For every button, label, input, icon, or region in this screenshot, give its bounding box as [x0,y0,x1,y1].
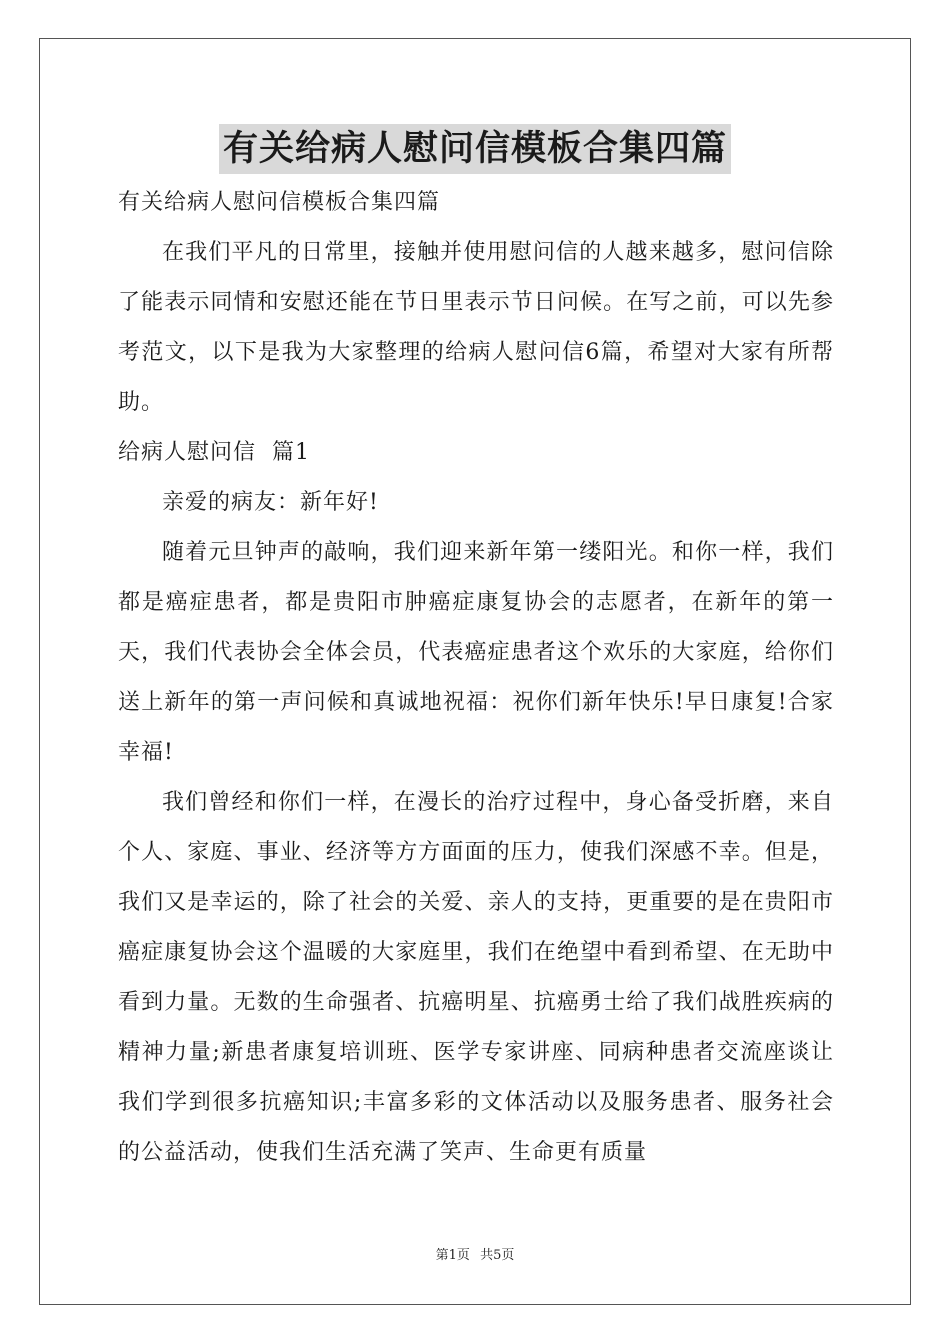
document-title [0,124,950,174]
letter-paragraph-2: 我们曾经和你们一样，在漫长的治疗过程中，身心备受折磨，来自个人、家庭、事业、经济等方方面面的压力，使我们深感不幸。但是，我们又是幸运的，除了社会的关爱、亲人的支持，更重要的是在贵阳市癌症康复协会这个温暖的大家庭里，我们在绝望中看到希望、在无助中看到力量。无数的生命强者、抗癌明星、抗癌勇士给了我们战胜疾病的精神力量;新患者康复培训班、医学专家讲座、同病种患者交流座谈让我们学到很多抗癌知识;丰富多彩的文体活动以及服务患者、服务社会的公益活动，使我们生活充满了笑声、生命更有质量 [118,790,834,1165]
document-title-text: 有关给病人慰问信模板合集四篇 [219,124,731,174]
page-total: 共5页 [480,1248,515,1263]
page-footer [0,1244,950,1263]
page-number: 第1页 [435,1248,470,1263]
section-heading: 给病人慰问信 篇1 [118,440,310,465]
letter-paragraph-1: 随着元旦钟声的敲响，我们迎来新年第一缕阳光。和你一样，我们都是癌症患者，都是贵阳市肿癌症康复协会的志愿者，在新年的第一天，我们代表协会全体会员，代表癌症患者这个欢乐的大家庭，给你们送上新年的第一声问候和真诚地祝福：祝你们新年快乐!早日康复!合家幸福! [118,540,834,765]
document-subtitle: 有关给病人慰问信模板合集四篇 [118,190,441,215]
letter-greeting: 亲爱的病友：新年好! [162,490,379,515]
document-body [118,178,834,1178]
intro-paragraph: 在我们平凡的日常里，接触并使用慰问信的人越来越多，慰问信除了能表示同情和安慰还能在节日里表示节日问候。在写之前，可以先参考范文，以下是我为大家整理的给病人慰问信6篇，希望对大家有所帮助。 [118,240,834,415]
